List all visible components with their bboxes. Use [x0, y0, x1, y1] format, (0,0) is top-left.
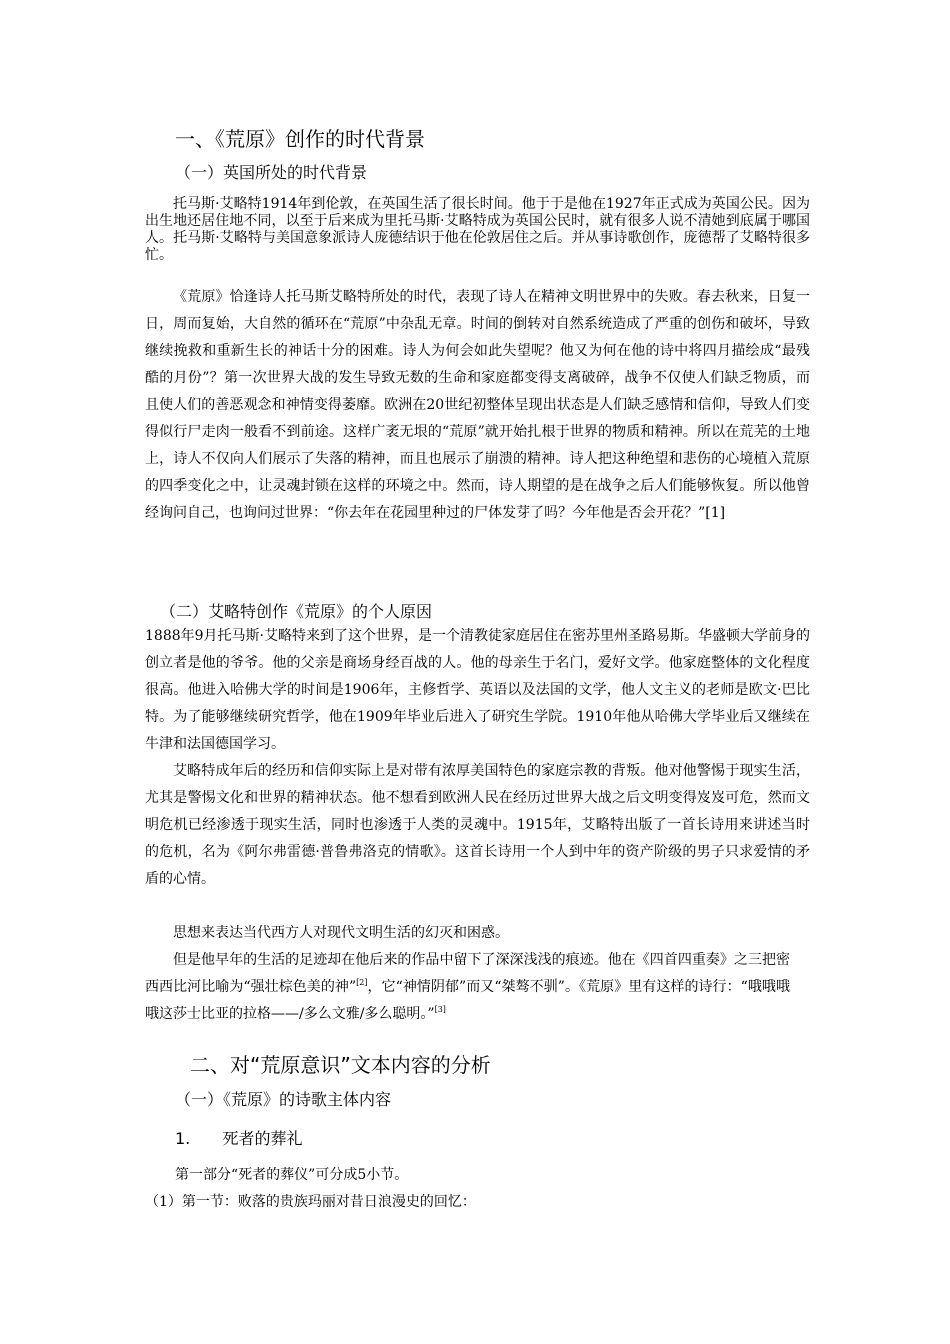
section2-sub1-para2: （1）第一节：败落的贵族玛丽对昔日浪漫史的回忆： — [145, 1194, 476, 1210]
section2-title: 二、对“荒原意识”文本内容的分析 — [190, 1053, 491, 1077]
numbered-heading-1 — [175, 1126, 302, 1149]
section1-sub1-para2: 《荒原》恰逢诗人托马斯艾略特所处的时代，表现了诗人在精神文明世界中的失败。春去秋来，日复一日，周而复始，大自然的循环在“荒原”中杂乱无章。时间的倒转对自然系统造成了严重的创伤和破坏，导致继续挽救和重新生长的神话十分的困难。诗人为何会如此失望呢？他又为何在他的诗中将四月描绘成“最残酷的月份”？第一次世界大战的发生导致无数的生命和家庭都变得支离破碎，战争不仅使人们缺乏物质，而且使人们的善恶观念和神情变得萎靡。欧洲在20世纪初整体呈现出状态是人们缺乏感情和信仰，导致人们变得似行尸走肉一般看不到前途。这样广袤无垠的“荒原”就开始扎根于世界的物质和精神。所以在荒芜的土地上，诗人不仅向人们展示了失落的精神，而且也展示了崩溃的精神。诗人把这种绝望和悲伤的心境植入荒原的四季变化之中，让灵魂封锁在这样的环境之中。然而，诗人期望的是在战争之后人们能够恢复。所以他曾经询问自己，也询问过世界：“你去年在花园里种过的尸体发芽了吗？今年他是否会开花？”[1] — [145, 289, 810, 521]
section1-sub2-para2: 艾略特成年后的经历和信仰实际上是对带有浓厚美国特色的家庭宗教的背叛。他对他警惕于现实生活，尤其是警惕文化和世界的精神状态。他不想看到欧洲人民在经历过世界大战之后文明变得岌岌可危，然而文明危机已经渗透于现实生活，同时也渗透于人类的灵魂中。1915年，艾略特出版了一首长诗用来讲述当时的危机，名为《阿尔弗雷德·普鲁弗洛克的情歌》。这首长诗用一个人到中年的资产阶级的男子只求爱情的矛盾的心情。 — [145, 763, 810, 887]
para4-text-b: ，它“神情阴郁”而又“桀骜不驯”。《荒原》里有这样的诗行：“哦哦哦哦这莎士比亚的拉格——/多么文雅/多么聪明。” — [145, 979, 790, 1022]
section1-sub2-title: （二）艾略特创作《荒原》的个人原因 — [160, 602, 433, 621]
section1-title: 一、《荒原》创作的时代背景 — [175, 127, 425, 151]
section1-sub2-para1: 1888年9月托马斯·艾略特来到了这个世界，是一个清教徒家庭居住在密苏里州圣路易斯。华盛顿大学前身的创立者是他的爷爷。他的父亲是商场身经百战的人。他的母亲生于名门，爱好文学。他家庭整体的文化程度很高。他进入哈佛大学的时间是1906年，主修哲学、英语以及法国的文学，他人文主义的老师是欧文·巴比特。为了能够继续研究哲学，他在1909年毕业后进入了研究生学院。1910年他从哈佛大学毕业后又继续在牛津和法国德国学习。 — [145, 628, 810, 752]
section2-sub1-title: （一）《荒原》的诗歌主体内容 — [175, 1090, 392, 1109]
section1-sub2-para4 — [145, 947, 790, 1028]
heading-text: 死者的葬礼 — [222, 1129, 303, 1148]
section1-sub2-para3: 思想来表达当代西方人对现代文明生活的幻灭和困惑。 — [173, 925, 509, 941]
section2-sub1-para1: 第一部分“死者的葬仪”可分成5小节。 — [175, 1167, 409, 1183]
section1-sub1-title: （一）英国所处的时代背景 — [175, 163, 368, 182]
heading-number: 1. — [175, 1129, 191, 1148]
footnote-ref-2: [2] — [356, 978, 368, 987]
para4-text-a: 但是他早年的生活的足迹却在他后来的作品中留下了深深浅浅的痕迹。他在《四首四重奏》之三把密西西比河比喻为“强壮棕色美的神” — [145, 952, 790, 995]
footnote-ref-3: [3] — [434, 1005, 446, 1014]
section1-sub1-para1: 托马斯·艾略特1914年到伦敦，在英国生活了很长时间。他于于是他在1927年正式成为英国公民。因为出生地还居住地不同，以至于后来成为里托马斯·艾略特成为英国公民时，就有很多人说不清她到底属于哪国人。托马斯·艾略特与美国意象派诗人庞德结识于他在伦敦居住之后。并从事诗歌创作，庞德帮了艾略特很多忙。 — [145, 196, 810, 263]
